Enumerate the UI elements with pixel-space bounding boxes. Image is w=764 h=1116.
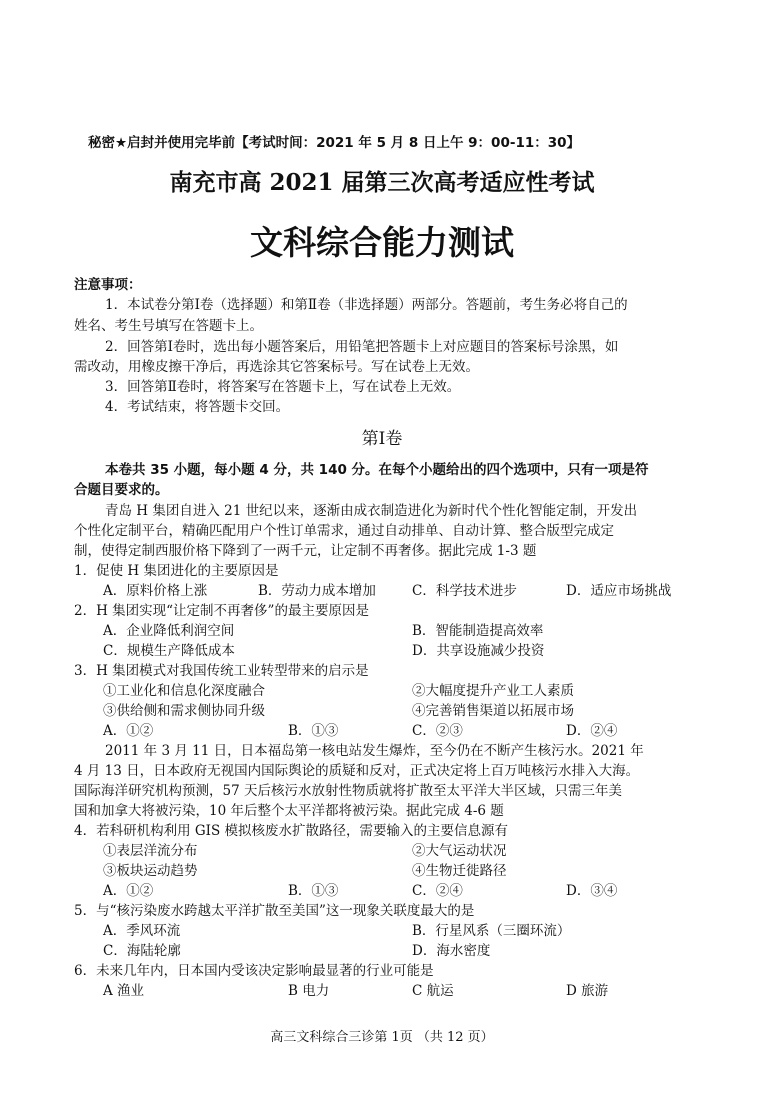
passage-line: 4 月 13 日，日本政府无视国内国际舆论的质疑和反对，正式决定将上百万吨核污水排入大海。 [74, 763, 640, 779]
statement-3: ③供给侧和需求侧协同升级 [103, 703, 265, 719]
question-stem: 2．H 集团实现“让定制不再奢侈”的最主要原因是 [74, 603, 369, 619]
notice-heading: 注意事项： [74, 277, 142, 293]
option-c: C．海陆轮廓 [103, 943, 181, 959]
option-a: A．①② [103, 723, 154, 739]
option-a: A．季风环流 [103, 923, 181, 939]
option-b: B．劳动力成本增加 [258, 583, 376, 599]
option-d: D．③④ [566, 883, 618, 899]
passage-line: 国和加拿大将被污染，10 年后整个太平洋都将被污染。据此完成 4-6 题 [74, 803, 504, 819]
exam-title: 南充市高 2021 届第三次高考适应性考试 [169, 169, 595, 196]
statement-4: ④完善销售渠道以拓展市场 [412, 703, 574, 719]
notice-line: 姓名、考生号填写在答题卡上。 [74, 318, 263, 334]
notice-line: 需改动，用橡皮擦干净后，再选涂其它答案标号。写在试卷上无效。 [74, 359, 479, 375]
option-a: A 渔业 [103, 983, 145, 999]
option-b: B．行星风系（三圈环流） [412, 923, 571, 939]
option-c: C．规模生产降低成本 [103, 643, 235, 659]
passage-line: 2011 年 3 月 11 日，日本福岛第一核电站发生爆炸，至今仍在不断产生核污水。2021 年 [105, 743, 644, 759]
notice-line: 2．回答第Ⅰ卷时，选出每小题答案后，用铅笔把答题卡上对应题目的答案标号涂黑，如 [105, 339, 619, 355]
statement-1: ①工业化和信息化深度融合 [103, 683, 265, 699]
passage-line: 青岛 H 集团自进入 21 世纪以来，逐渐由成衣制造进化为新时代个性化智能定制，开发出 [105, 503, 638, 519]
question-stem: 6．未来几年内，日本国内受该决定影响最显著的行业可能是 [74, 963, 434, 979]
question-stem: 1．促使 H 集团进化的主要原因是 [74, 563, 279, 579]
question-stem: 4．若科研机构利用 GIS 模拟核废水扩散路径，需要输入的主要信息源有 [74, 823, 509, 839]
section-title: 第Ⅰ卷 [361, 429, 403, 449]
notice-line: 3．回答第Ⅱ卷时，将答案写在答题卡上，写在试卷上无效。 [105, 379, 461, 395]
option-a: A．①② [103, 883, 154, 899]
notice-line: 4．考试结束，将答题卡交回。 [105, 399, 290, 415]
option-d: D 旅游 [566, 983, 609, 999]
option-c: C．科学技术进步 [412, 583, 517, 599]
statement-2: ②大幅度提升产业工人素质 [412, 683, 574, 699]
option-b: B．①③ [288, 723, 339, 739]
section-intro: 合题目要求的。 [74, 482, 169, 498]
option-d: D．②④ [566, 723, 618, 739]
passage-line: 个性化定制平台，精确匹配用户个性订单需求，通过自动排单、自动计算、整合版型完成定 [74, 523, 614, 539]
statement-4: ④生物迁徙路径 [412, 863, 507, 879]
statement-1: ①表层洋流分布 [103, 843, 198, 859]
option-b: B．①③ [288, 883, 339, 899]
statement-2: ②大气运动状况 [412, 843, 507, 859]
question-stem: 3．H 集团模式对我国传统工业转型带来的启示是 [74, 663, 369, 679]
option-d: D．共享设施减少投资 [412, 643, 545, 659]
option-a: A．原料价格上涨 [103, 583, 208, 599]
subject-title: 文科综合能力测试 [250, 223, 514, 262]
page-footer: 高三文科综合三诊第 1页 （共 12 页） [270, 1030, 494, 1045]
secret-header: 秘密★启封并使用完毕前【考试时间：2021 年 5 月 8 日上午 9：00-11：30】 [88, 135, 581, 151]
question-stem: 5．与“核污染废水跨越太平洋扩散至美国”这一现象关联度最大的是 [74, 903, 475, 919]
statement-3: ③板块运动趋势 [103, 863, 198, 879]
option-c: C 航运 [412, 983, 454, 999]
section-intro: 本卷共 35 小题，每小题 4 分，共 140 分。在每个小题给出的四个选项中，只有一项是符 [105, 462, 649, 478]
option-b: B 电力 [288, 983, 330, 999]
option-c: C．②④ [412, 883, 463, 899]
option-d: D．海水密度 [412, 943, 491, 959]
option-c: C．②③ [412, 723, 463, 739]
passage-line: 国际海洋研究机构预测，57 天后核污水放射性物质就将扩散至太平洋大半区域，只需三年美 [74, 783, 622, 799]
passage-line: 制，使得定制西服价格下降到了一两千元，让定制不再奢侈。据此完成 1-3 题 [74, 543, 537, 559]
option-a: A．企业降低利润空间 [103, 623, 235, 639]
notice-line: 1．本试卷分第Ⅰ卷（选择题）和第Ⅱ卷（非选择题）两部分。答题前，考生务必将自己的 [105, 297, 628, 313]
option-b: B．智能制造提高效率 [412, 623, 544, 639]
option-d: D．适应市场挑战 [566, 583, 672, 599]
